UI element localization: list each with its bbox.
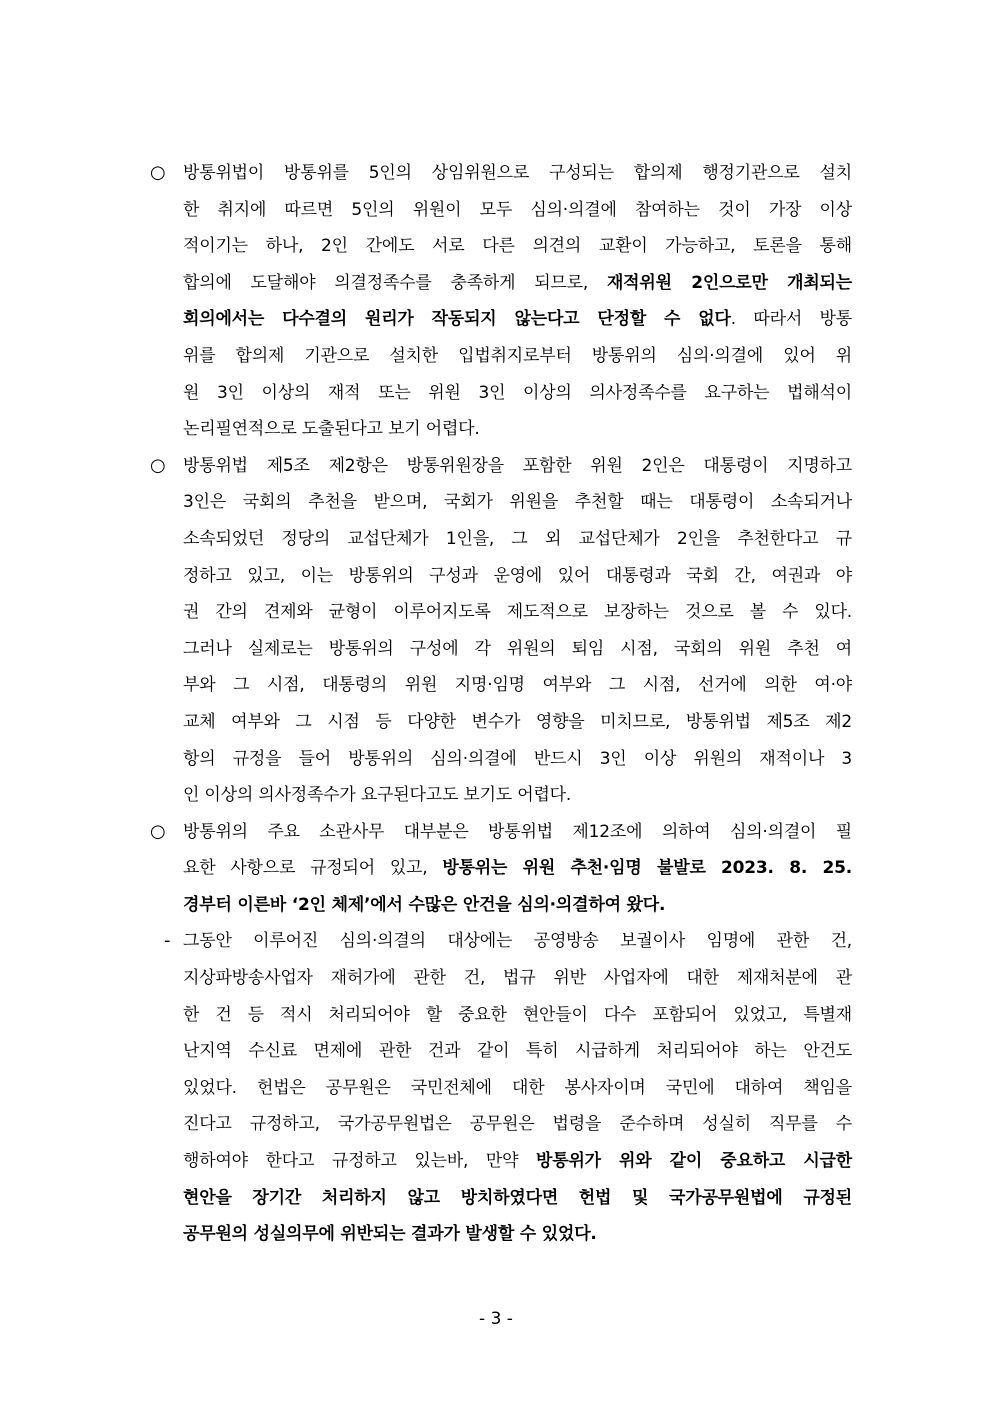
- text-run: 행하여야 한다고 규정하고 있는바, 만약: [183, 1151, 536, 1172]
- text-run: 진다고 규정하고, 국가공무원법은 공무원은 법령을 준수하며 성실히 직무를 수: [183, 1114, 852, 1135]
- text-line: [183, 741, 852, 778]
- bold-text: 경부터 이른바 ‘2인 체제’에서 수많은 안건을 심의·의결하여 왔다.: [183, 894, 666, 915]
- text-line: [183, 265, 852, 302]
- text-line: [183, 1180, 852, 1217]
- text-line: [183, 850, 852, 887]
- text-line: [183, 192, 852, 229]
- text-run: 그러나 실제로는 방통위의 구성에 각 위원의 퇴임 시점, 국회의 위원 추천 여: [183, 638, 852, 659]
- text-line: [183, 631, 852, 668]
- paragraph-1: [150, 155, 852, 448]
- text-line: [183, 375, 852, 412]
- circle-bullet: ○: [150, 820, 166, 842]
- text-run: 소속되었던 정당의 교섭단체가 1인을, 그 외 교섭단체가 2인을 추천한다고 규: [183, 528, 852, 549]
- text-run: 위를 합의제 기관으로 설치한 입법취지로부터 방통위의 심의·의결에 있어 위: [183, 345, 852, 366]
- text-line: [183, 1070, 852, 1107]
- text-run: 한 건 등 적시 처리되어야 할 중요한 현안들이 다수 포함되어 있었고, 특별재: [183, 1004, 852, 1025]
- paragraph-2: [150, 448, 852, 814]
- text-line: [183, 521, 852, 558]
- text-run: 3인은 국회의 추천을 받으며, 국회가 위원을 추천할 때는 대통령이 소속되거나: [183, 492, 852, 513]
- text-run: 부와 그 시점, 대통령의 위원 지명·임명 여부와 그 시점, 선거에 의한 여·야: [183, 675, 852, 696]
- text-line: [183, 484, 852, 521]
- text-run: 방통위법이 방통위를 5인의 상임위원으로 구성되는 합의제 행정기관으로 설치: [183, 163, 852, 183]
- circle-bullet: ○: [150, 454, 166, 476]
- text-run: 교체 여부와 그 시점 등 다양한 변수가 영향을 미치므로, 방통위법 제5조 제2: [183, 711, 852, 732]
- page-number: - 3 -: [479, 1309, 513, 1329]
- text-run: 한 취지에 따르면 5인의 위원이 모두 심의·의결에 참여하는 것이 가장 이상: [183, 199, 852, 220]
- bold-text: 재적위원 2인으로만 개최되는: [606, 272, 852, 293]
- text-line: [183, 301, 852, 338]
- text-line: [183, 667, 852, 704]
- bold-text: 방통위가 위와 같이 중요하고 시급한: [536, 1151, 852, 1172]
- text-line: [183, 1033, 852, 1070]
- text-line: [183, 338, 852, 375]
- text-run: . 따라서 방통: [730, 309, 852, 330]
- text-line: [183, 448, 852, 485]
- circle-bullet: ○: [150, 162, 166, 183]
- text-run: 방통위의 주요 소관사무 대부분은 방통위법 제12조에 의하여 심의·의결이 필: [183, 821, 852, 842]
- text-run: 방통위법 제5조 제2항은 방통위원장을 포함한 위원 2인은 대통령이 지명하고: [183, 455, 852, 476]
- text-line: [183, 411, 852, 448]
- text-run: 권 간의 견제와 균형이 이루어지도록 제도적으로 보장하는 것으로 볼 수 있다.: [183, 602, 852, 623]
- text-line: [183, 997, 852, 1034]
- text-run: 난지역 수신료 면제에 관한 건과 같이 특히 시급하게 처리되어야 하는 안건도: [183, 1041, 852, 1062]
- text-line: [183, 777, 852, 814]
- text-run: 적이기는 하나, 2인 간에도 서로 다른 의견의 교환이 가능하고, 토론을 통해: [183, 236, 852, 257]
- text-run: 항의 규정을 들어 방통위의 심의·의결에 반드시 3인 이상 위원의 재적이나 3: [183, 748, 852, 769]
- text-line: [183, 814, 852, 851]
- text-line: [183, 887, 852, 924]
- text-run: 원 3인 이상의 재적 또는 위원 3인 이상의 의사정족수를 요구하는 법해석이: [183, 382, 852, 403]
- bold-text: 현안을 장기간 처리하지 않고 방치하였다면 헌법 및 국가공무원법에 규정된: [183, 1187, 852, 1208]
- paragraph-4: [150, 923, 852, 1252]
- text-run: 있었다. 헌법은 공무원은 국민전체에 대한 봉사자이며 국민에 대하여 책임을: [183, 1077, 852, 1098]
- paragraph-3: [150, 814, 852, 924]
- text-line: [183, 1216, 852, 1253]
- text-run: 정하고 있고, 이는 방통위의 구성과 운영에 있어 대통령과 국회 간, 여권과 야: [183, 565, 852, 586]
- text-run: 인 이상의 의사정족수가 요구된다고도 보기도 어렵다.: [183, 785, 572, 806]
- text-run: 논리필연적으로 도출된다고 보기 어렵다.: [183, 419, 480, 440]
- text-line: [183, 960, 852, 997]
- text-run: 지상파방송사업자 재허가에 관한 건, 법규 위반 사업자에 대한 제재처분에 관: [183, 968, 852, 989]
- text-line: [183, 1143, 852, 1180]
- text-run: 그동안 이루어진 심의·의결의 대상에는 공영방송 보궐이사 임명에 관한 건,: [183, 931, 852, 952]
- text-line: [183, 594, 852, 631]
- text-run: 요한 사항으로 규정되어 있고,: [183, 858, 443, 879]
- text-line: [183, 558, 852, 595]
- text-line: [183, 228, 852, 265]
- document-body: [150, 155, 852, 1253]
- text-line: [183, 704, 852, 741]
- text-line: [183, 1106, 852, 1143]
- text-line: [183, 155, 852, 192]
- bold-text: 공무원의 성실의무에 위반되는 결과가 발생할 수 있었다.: [183, 1224, 597, 1245]
- text-run: 합의에 도달해야 의결정족수를 충족하게 되므로,: [183, 272, 607, 293]
- dash-bullet: -: [164, 930, 171, 952]
- bold-text: 회의에서는 다수결의 원리가 작동되지 않는다고 단정할 수 없다: [183, 309, 731, 330]
- bold-text: 방통위는 위원 추천·임명 불발로 2023. 8. 25.: [442, 858, 852, 879]
- text-line: [183, 923, 852, 960]
